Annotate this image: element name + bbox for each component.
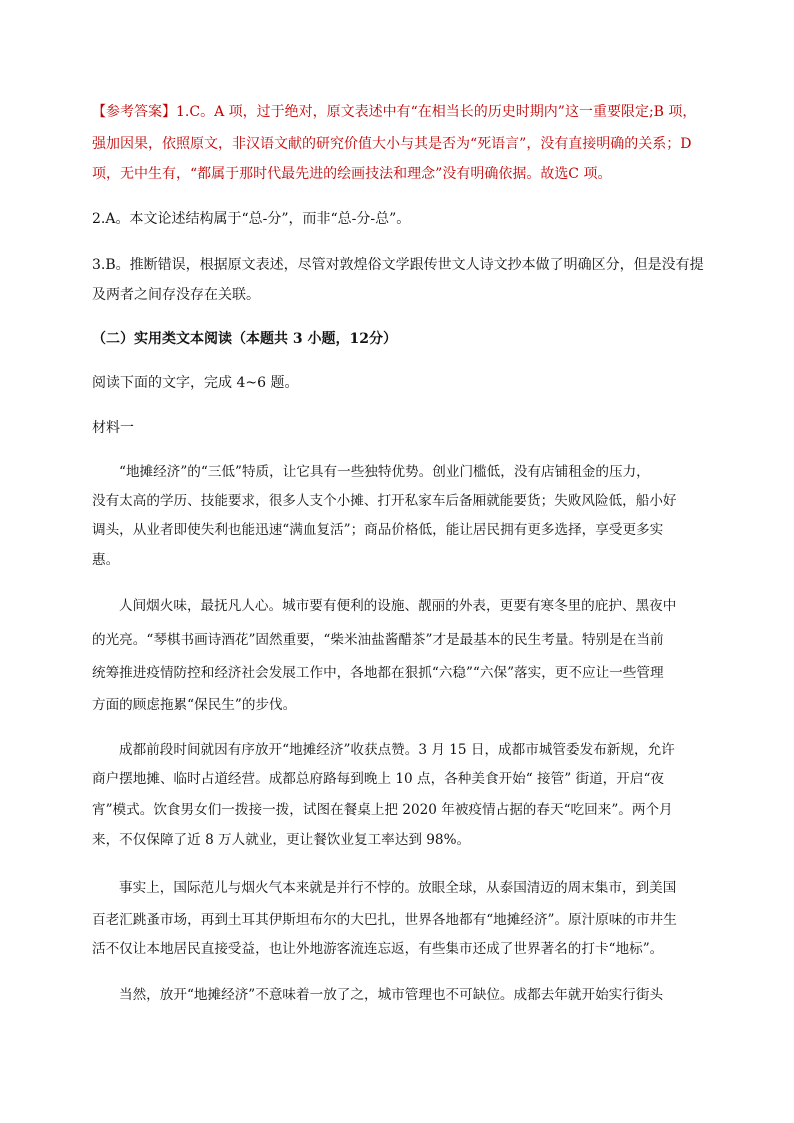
paragraph-line: 成都前段时间就因有序放开“地摊经济”收获点赞。3 月 15 日，成都市城管委发布新规，允许 <box>119 742 675 758</box>
paragraph-line: 的光亮。“琴棋书画诗酒花”固然重要，“柴米油盐酱醋茶”才是最基本的民生考量。特别是在当前 <box>92 632 664 648</box>
paragraph-line: 统筹推进疫情防控和经济社会发展工作中，各地都在狠抓“六稳”“六保”落实，更不应让一些管理 <box>92 665 664 681</box>
answer-q3-line2: 及两者之间存没存在关联。 <box>92 287 260 303</box>
paragraph-line: 来，不仅保障了近 8 万人就业，更让餐饮业复工率达到 98%。 <box>92 832 471 848</box>
paragraph-line: 没有太高的学历、技能要求，很多人支个小摊、打开私家车后备厢就能要货；失败风险低，船小好 <box>92 493 677 509</box>
answer-q3-line1: 3.B。推断错误，根据原文表述，尽管对敦煌俗文学跟传世文人诗文抄本做了明确区分，但是没有提 <box>92 257 704 273</box>
answer-q1-line3: 项，无中生有，“都属于那时代最先进的绘画技法和理念”没有明确依据。故选C 项。 <box>92 166 612 182</box>
section-instruction: 阅读下面的文字，完成 4~6 题。 <box>92 375 299 391</box>
paragraph-line: 当然，放开“地摊经济”不意味着一放了之，城市管理也不可缺位。成都去年就开始实行街头 <box>119 987 664 1003</box>
paragraph-line: “地摊经济”的“三低”特质，让它具有一些独特优势。创业门槛低，没有店铺租金的压力， <box>119 464 650 480</box>
paragraph-line: 调头，从业者即使失利也能迅速“满血复活”；商品价格低，能让居民拥有更多选择，享受更多实 <box>92 522 664 538</box>
answer-q1-line2: 强加因果，依照原文，非汉语文献的研究价值大小与其是否为“死语言”，没有直接明确的关系；D <box>92 136 692 152</box>
answer-q2: 2.A。本文论述结构属于“总-分”，而非“总-分-总”。 <box>92 211 411 227</box>
section-heading: （二）实用类文本阅读（本题共 3 小题，12分） <box>92 331 397 347</box>
paragraph-line: 方面的顾虑拖累“保民生”的步伐。 <box>92 697 297 713</box>
paragraph-line: 活不仅让本地居民直接受益，也让外地游客流连忘返，有些集市还成了世界著名的打卡“地标”。 <box>92 941 664 957</box>
material-label: 材料一 <box>92 420 134 436</box>
paragraph-line: 人间烟火味，最抚凡人心。城市要有便利的设施、靓丽的外表，更要有寒冬里的庇护、黑夜中 <box>119 598 677 614</box>
paragraph-line: 事实上，国际范儿与烟火气本来就是并行不悖的。放眼全球，从泰国清迈的周末集市，到美国 <box>119 880 677 896</box>
paragraph-line: 惠。 <box>92 552 120 568</box>
paragraph-line: 百老汇跳蚤市场，再到土耳其伊斯坦布尔的大巴扎，世界各地都有“地摊经济”。原汁原味的市井生 <box>92 912 677 928</box>
answer-label: 【参考答案】 <box>92 104 176 120</box>
answer-q1-line1: 【参考答案】1.C。A 项，过于绝对，原文表述中有“在相当长的历史时期内”这一重要限定;B 项， <box>92 104 697 120</box>
paragraph-line: 宵”模式。饮食男女们一拨接一拨，试图在餐桌上把 2020 年被疫情占据的春天“吃回来”。两个月 <box>92 802 673 818</box>
paragraph-line: 商户摆地摊、临时占道经营。成都总府路每到晚上 10 点，各种美食开始“ 接管” 街道，开启“夜 <box>92 771 664 787</box>
